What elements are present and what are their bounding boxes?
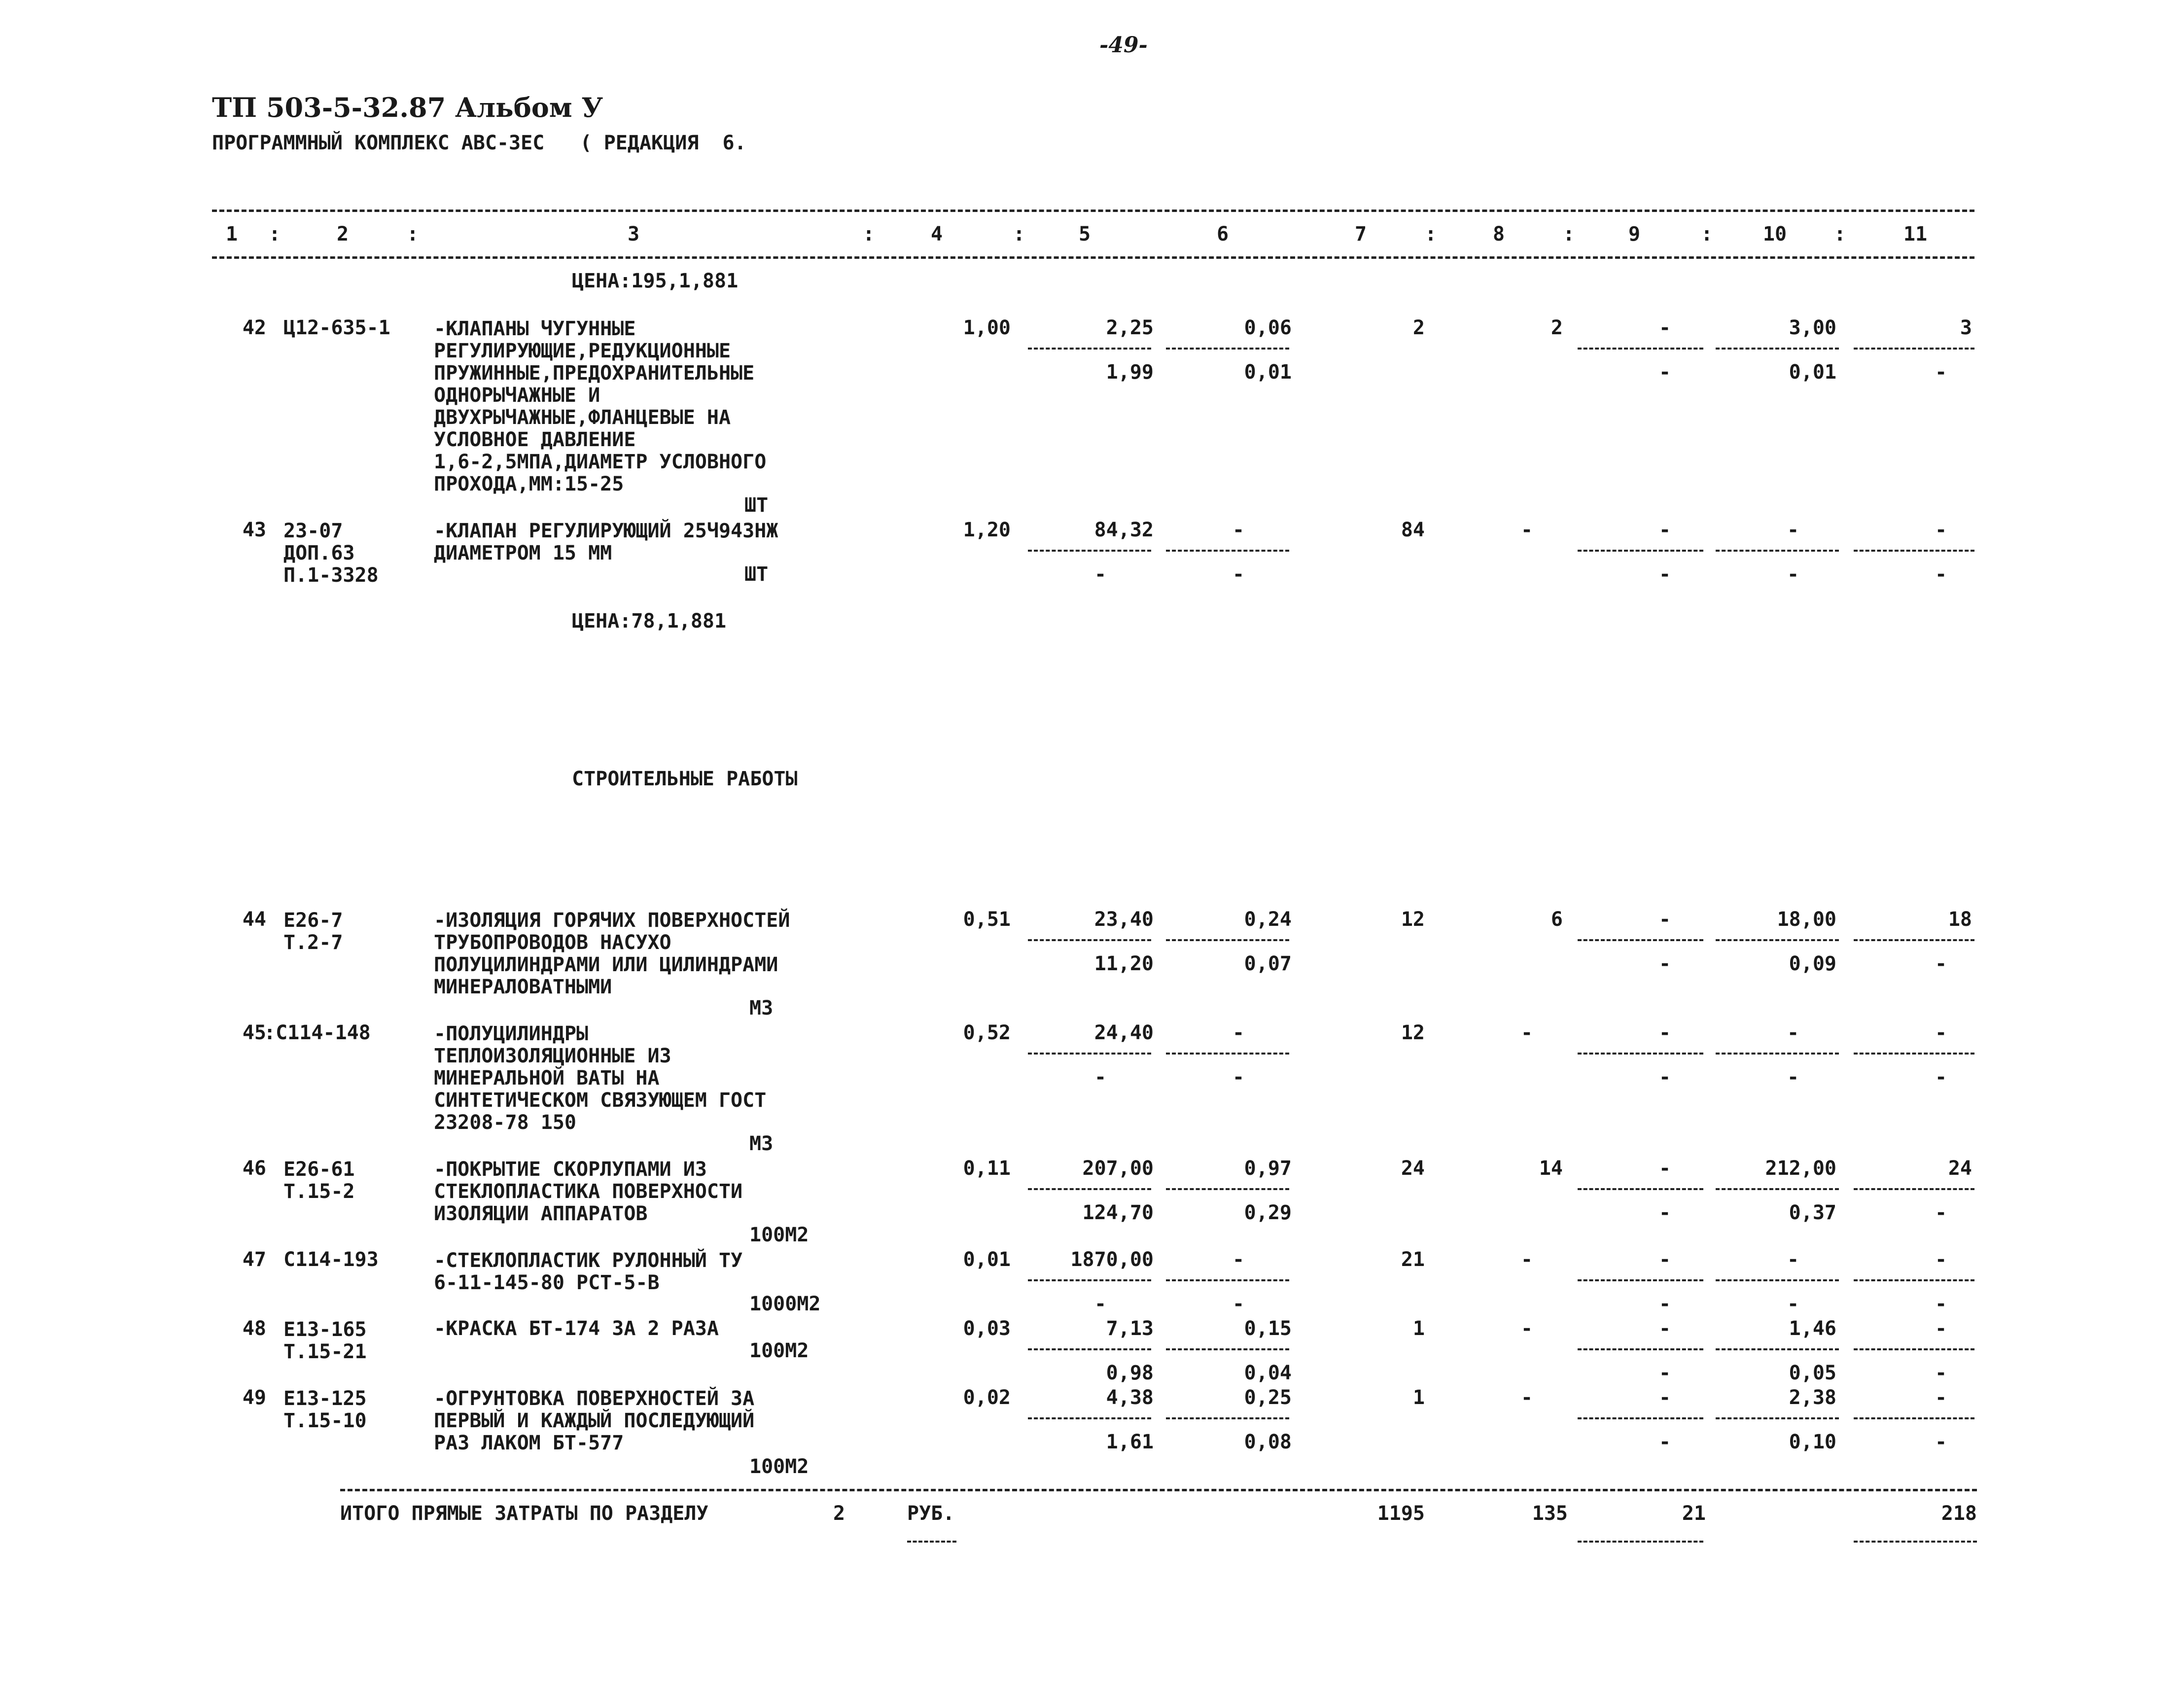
row-col10-top: - [1787,1248,1799,1271]
section-title: СТРОИТЕЛЬНЫЕ РАБОТЫ [572,768,798,790]
row-col10-top: - [1787,519,1799,541]
row-number: 46 [242,1157,266,1180]
column-header-5: 5 [1078,223,1091,246]
row-col9-top: - [1659,1157,1671,1180]
column-header-6: 6 [1216,223,1229,246]
row-description: -СТЕКЛОПЛАСТИК РУЛОННЫЙ ТУ 6-11-145-80 РСТ-5-В [434,1249,743,1294]
row-col10-top: 3,00 [1789,317,1836,339]
row-col11-top: - [1935,1386,1947,1409]
row-col7: 84 [1401,519,1425,541]
row-col4: 0,52 [963,1021,1011,1044]
row-col4: 0,03 [963,1317,1011,1340]
row-col8: - [1521,1317,1533,1340]
total-col7: 1195 [1377,1502,1425,1525]
row-col5-bottom: 11,20 [1094,952,1154,975]
row-col6-bottom: 0,29 [1244,1201,1292,1224]
row-col10-bottom: - [1787,563,1799,586]
row-col5-top: 207,00 [1082,1157,1154,1180]
row-col5-bottom: 1,99 [1106,361,1154,384]
row-col11-top: - [1935,1021,1947,1044]
row-col7: 1 [1412,1386,1425,1409]
row-col8: 14 [1539,1157,1563,1180]
row-col4: 0,51 [963,908,1011,931]
row-col10-top: 2,38 [1789,1386,1836,1409]
row-col11-bottom: - [1935,1293,1947,1315]
row-col7: 21 [1401,1248,1425,1271]
column-header-3: 3 [627,223,640,246]
row-unit: 100М2 [749,1455,809,1478]
row-col4: 1,00 [963,317,1011,339]
column-header-11: 11 [1903,223,1928,246]
row-col6-bottom: 0,07 [1244,952,1292,975]
row-col9-top: - [1659,1386,1671,1409]
row-col9-bottom: - [1659,361,1671,384]
total-top-rule [340,1489,1977,1491]
row-code: Е13-165 Т.15-21 [283,1318,367,1363]
row-description: -КРАСКА БТ-174 ЗА 2 РАЗА [434,1317,719,1340]
column-header-9: 9 [1628,223,1641,246]
row-number: 47 [242,1248,266,1271]
row-col11-bottom: - [1935,1431,1947,1453]
row-code: С114-193 [283,1248,379,1271]
row-col6-top: 0,06 [1244,317,1292,339]
row-unit: ШТ [744,494,769,517]
row-col5-bottom: - [1094,563,1107,586]
row-col11-top: 24 [1948,1157,1972,1180]
row-col6-bottom: - [1233,1066,1245,1089]
row-col7: 12 [1401,908,1425,931]
row-code: Ц12-635-1 [283,317,390,339]
row-col10-top: 18,00 [1777,908,1836,931]
document-subtitle: ПРОГРАММНЫЙ КОМПЛЕКС АВС-3ЕС ( РЕДАКЦИЯ 6. [212,132,746,154]
row-col4: 1,20 [963,519,1011,541]
row-col5-bottom: - [1094,1293,1107,1315]
row-col5-top: 7,13 [1106,1317,1154,1340]
row-col7: 1 [1412,1317,1425,1340]
column-header-10: 10 [1762,223,1787,246]
row-number: 48 [242,1317,266,1340]
row-col11-bottom: - [1935,1066,1947,1089]
row-col9-top: - [1659,519,1671,541]
row-col5-bottom: - [1094,1066,1107,1089]
row-number: 49 [242,1386,266,1409]
row-number: 42 [242,317,266,339]
row-col10-bottom: 0,05 [1789,1362,1836,1384]
row-code: 23-07 ДОП.63 П.1-3328 [283,520,379,587]
row-col5-top: 84,32 [1094,519,1154,541]
row-col11-top: - [1935,519,1947,541]
row-col6-bottom: - [1233,563,1245,586]
price-note-2: ЦЕНА:78,1,881 [572,610,727,633]
row-col10-bottom: - [1787,1066,1799,1089]
row-col7: 12 [1401,1021,1425,1044]
row-description: -ПОКРЫТИЕ СКОРЛУПАМИ ИЗ СТЕКЛОПЛАСТИКА ПОВЕРХНОСТИ ИЗОЛЯЦИИ АППАРАТОВ [434,1158,743,1225]
row-col10-bottom: 0,37 [1789,1201,1836,1224]
row-col8: 2 [1550,317,1563,339]
row-code: Е26-61 Т.15-2 [283,1158,355,1203]
column-header-4: 4 [930,223,943,246]
row-col11-bottom: - [1935,563,1947,586]
row-col5-top: 23,40 [1094,908,1154,931]
row-col11-bottom: - [1935,1362,1947,1384]
row-col5-bottom: 124,70 [1082,1201,1154,1224]
column-header-2: 2 [336,223,349,246]
row-description: -КЛАПАН РЕГУЛИРУЮЩИЙ 25Ч943НЖ ДИАМЕТРОМ 15 ММ [434,520,778,564]
row-col5-bottom: 0,98 [1106,1362,1154,1384]
row-col5-top: 4,38 [1106,1386,1154,1409]
row-code: Е13-125 Т.15-10 [283,1387,367,1432]
row-unit: М3 [749,1132,774,1155]
total-currency: РУБ. [907,1502,955,1525]
row-col9-top: - [1659,908,1671,931]
row-col6-top: 0,15 [1244,1317,1292,1340]
row-col8: - [1521,519,1533,541]
row-col7: 24 [1401,1157,1425,1180]
row-col10-bottom: 0,01 [1789,361,1836,384]
row-col5-top: 1870,00 [1070,1248,1154,1271]
row-col11-top: 3 [1960,317,1972,339]
row-col11-bottom: - [1935,952,1947,975]
column-header-7: 7 [1354,223,1367,246]
row-col11-top: - [1935,1248,1947,1271]
row-col6-top: 0,97 [1244,1157,1292,1180]
total-col9: 21 [1682,1502,1706,1525]
row-col9-bottom: - [1659,1362,1671,1384]
column-header-1: 1 [225,223,238,246]
total-col11: 218 [1941,1502,1977,1525]
total-label: ИТОГО ПРЯМЫЕ ЗАТРАТЫ ПО РАЗДЕЛУ [340,1502,708,1525]
row-unit: ШТ [744,563,769,586]
row-col9-bottom: - [1659,952,1671,975]
row-col9-bottom: - [1659,1201,1671,1224]
row-description: -ИЗОЛЯЦИЯ ГОРЯЧИХ ПОВЕРХНОСТЕЙ ТРУБОПРОВОДОВ НАСУХО ПОЛУЦИЛИНДРАМИ ИЛИ ЦИЛИНДРАМИ МИНЕРАЛОВАТНЫМИ [434,909,790,998]
row-col10-bottom: 0,10 [1789,1431,1836,1453]
row-col9-top: - [1659,317,1671,339]
row-col8: - [1521,1021,1533,1044]
row-col6-top: - [1233,1248,1245,1271]
row-col11-bottom: - [1935,361,1947,384]
row-number: 43 [242,519,266,541]
document-title: ТП 503-5-32.87 Альбом У [212,92,603,123]
row-col10-top: 1,46 [1789,1317,1836,1340]
row-unit: 100М2 [749,1224,809,1246]
row-col8: - [1521,1386,1533,1409]
row-unit: М3 [749,997,774,1020]
row-col5-bottom: 1,61 [1106,1431,1154,1453]
row-col4: 0,02 [963,1386,1011,1409]
price-note: ЦЕНА:195,1,881 [572,270,739,292]
row-col9-bottom: - [1659,563,1671,586]
header-bottom-rule [212,256,1974,259]
row-col10-bottom: - [1787,1293,1799,1315]
row-col6-top: 0,25 [1244,1386,1292,1409]
row-col7: 2 [1412,317,1425,339]
row-col9-top: - [1659,1248,1671,1271]
row-col11-top: - [1935,1317,1947,1340]
row-col5-top: 2,25 [1106,317,1154,339]
row-col5-top: 24,40 [1094,1021,1154,1044]
row-col6-bottom: - [1233,1293,1245,1315]
row-code: Е26-7 Т.2-7 [283,909,343,954]
row-col6-top: 0,24 [1244,908,1292,931]
row-col9-top: - [1659,1317,1671,1340]
row-col8: 6 [1550,908,1563,931]
row-description: -КЛАПАНЫ ЧУГУННЫЕ РЕГУЛИРУЮЩИЕ,РЕДУКЦИОННЫЕ ПРУЖИННЫЕ,ПРЕДОХРАНИТЕЛЬНЫЕ ОДНОРЫЧАЖНЫЕ И ДВУХРЫЧАЖНЫЕ,ФЛАНЦЕВЫЕ НА УСЛОВНОЕ ДАВЛЕНИЕ 1,6-2,5МПА,ДИАМЕТР УСЛОВНОГО ПРОХОДА,ММ:15-25 [434,317,767,495]
row-number: 45 [242,1021,266,1044]
row-col4: 0,11 [963,1157,1011,1180]
row-col11-top: 18 [1948,908,1972,931]
column-header-8: 8 [1492,223,1505,246]
row-col10-top: 212,00 [1765,1157,1836,1180]
row-col6-top: - [1233,519,1245,541]
row-number: 44 [242,908,266,931]
row-col6-bottom: 0,04 [1244,1362,1292,1384]
row-col9-bottom: - [1659,1431,1671,1453]
row-col4: 0,01 [963,1248,1011,1271]
total-section-number: 2 [833,1502,845,1525]
header-top-rule [212,210,1974,212]
page-number: -49- [1099,33,1148,58]
row-col8: - [1521,1248,1533,1271]
row-col6-bottom: 0,08 [1244,1431,1292,1453]
row-col10-top: - [1787,1021,1799,1044]
row-col6-top: - [1233,1021,1245,1044]
row-unit: 100М2 [749,1339,809,1362]
row-description: -ОГРУНТОВКА ПОВЕРХНОСТЕЙ ЗА ПЕРВЫЙ И КАЖДЫЙ ПОСЛЕДУЮЩИЙ РАЗ ЛАКОМ БТ-577 [434,1387,755,1454]
row-col6-bottom: 0,01 [1244,361,1292,384]
row-unit: 1000М2 [749,1293,821,1315]
row-col9-bottom: - [1659,1293,1671,1315]
row-col10-bottom: 0,09 [1789,952,1836,975]
total-col8: 135 [1532,1502,1568,1525]
row-description: -ПОЛУЦИЛИНДРЫ ТЕПЛОИЗОЛЯЦИОННЫЕ ИЗ МИНЕРАЛЬНОЙ ВАТЫ НА СИНТЕТИЧЕСКОМ СВЯЗУЮЩЕМ ГОСТ 23208-78 150 [434,1022,767,1134]
row-col11-bottom: - [1935,1201,1947,1224]
row-col9-top: - [1659,1021,1671,1044]
row-col9-bottom: - [1659,1066,1671,1089]
row-code: :С114-148 [264,1021,371,1044]
